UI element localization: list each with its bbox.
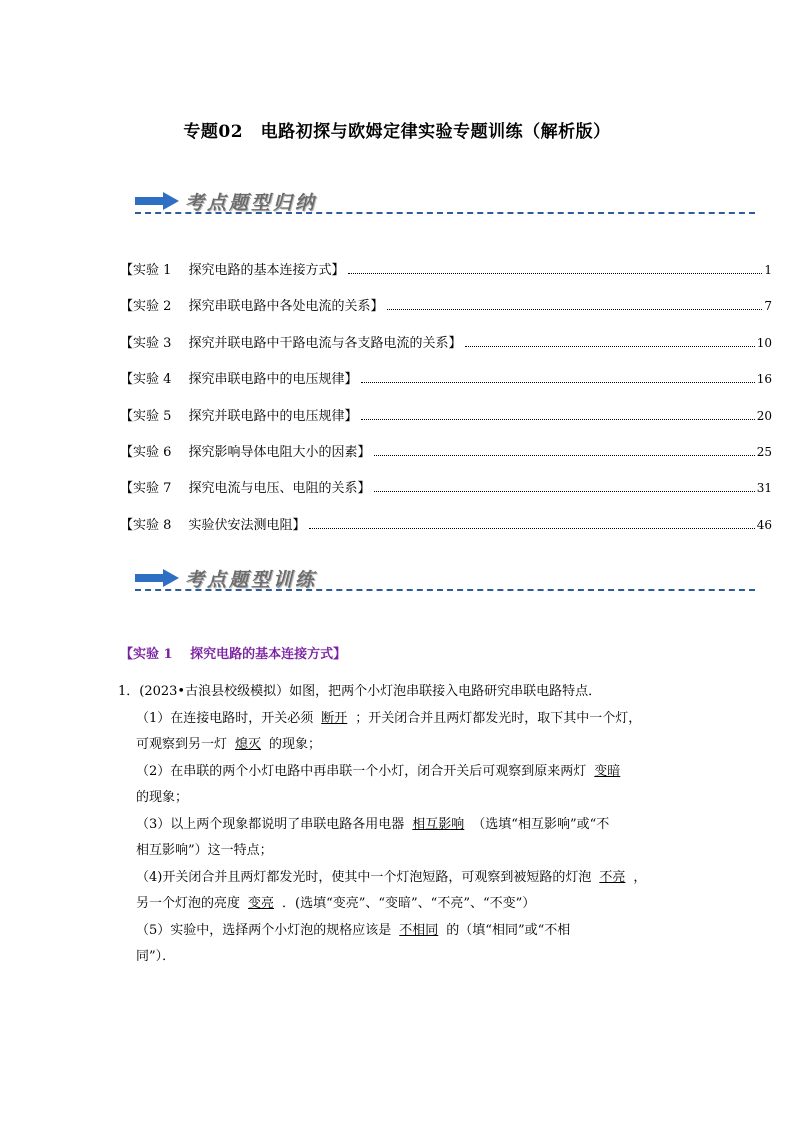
toc-leader	[361, 382, 755, 383]
question-part-3	[118, 812, 678, 839]
answer-blank: 变暗	[594, 763, 621, 779]
toc-entry[interactable]	[120, 514, 772, 550]
question-part-2-cont: 的现象；	[136, 790, 189, 805]
question-text: （选填“相互影响”或“不	[472, 816, 610, 832]
banner-title: 考点题型训练	[185, 569, 318, 591]
section-banner-training	[135, 565, 755, 595]
question-part-4-cont	[118, 891, 678, 918]
toc-label: 【实验 2 探究串联电路中各处电流的关系】	[120, 299, 384, 315]
toc-leader	[387, 309, 763, 310]
toc-entry[interactable]	[120, 332, 772, 368]
toc-label: 【实验 6 探究影响导体电阻大小的因素】	[120, 444, 371, 460]
question-text: （2）在串联的两个小灯电路中再串联一个小灯，闭合开关后可观察到原来两灯	[136, 763, 587, 779]
question-text: （4)开关闭合并且两灯都发光时，使其中一个灯泡短路，可观察到被短路的灯泡	[136, 869, 592, 885]
page-title: 专题02 电路初探与欧姆定律实验专题训练（解析版）	[183, 122, 611, 142]
answer-blank: 熄灭	[235, 737, 262, 752]
toc-entry[interactable]	[120, 441, 772, 477]
question-part-4	[118, 865, 678, 892]
toc-label: 【实验 5 探究并联电路中的电压规律】	[120, 408, 358, 424]
toc-page: 46	[756, 517, 772, 532]
toc-entry[interactable]	[120, 259, 772, 295]
question-text: ；开关闭合并且两灯都发光时，取下其中一个灯，	[355, 710, 642, 726]
toc-leader	[348, 273, 763, 274]
question-part-2	[118, 759, 678, 786]
toc-leader	[465, 346, 755, 347]
question-text: 另一个灯泡的亮度	[136, 896, 241, 911]
toc-entry[interactable]	[120, 295, 772, 331]
question-text: 可观察到另一灯	[136, 737, 228, 752]
banner-title: 考点题型归纳	[185, 192, 318, 214]
toc-page: 7	[764, 299, 772, 314]
toc-entry[interactable]	[120, 368, 772, 404]
toc-label: 【实验 3 探究并联电路中干路电流与各支路电流的关系】	[120, 335, 462, 351]
question-1	[118, 679, 678, 971]
divider	[135, 212, 755, 214]
divider	[135, 589, 755, 591]
toc-label: 【实验 4 探究串联电路中的电压规律】	[120, 372, 358, 388]
answer-blank: 断开	[321, 710, 348, 726]
toc-page: 25	[756, 444, 772, 459]
toc-leader	[374, 491, 755, 492]
question-text: 的现象；	[269, 737, 322, 752]
toc-leader	[309, 528, 755, 529]
question-text: ，	[633, 869, 647, 885]
toc-page: 10	[756, 335, 772, 350]
answer-blank: 不相同	[399, 922, 439, 938]
arrow-right-icon	[135, 569, 179, 587]
toc-entry[interactable]	[120, 477, 772, 513]
question-text: （1）在连接电路时，开关必须	[136, 710, 314, 726]
section-banner-summary	[135, 188, 755, 218]
answer-blank: 变亮	[248, 896, 275, 911]
experiment-heading: 【实验 1 探究电路的基本连接方式】	[120, 647, 347, 662]
toc-leader	[374, 455, 755, 456]
question-text: （5）实验中，选择两个小灯泡的规格应该是	[136, 922, 392, 938]
toc-page: 20	[756, 408, 772, 423]
question-intro: 1．(2023•古浪县校级模拟）如图，把两个小灯泡串联接入电路研究串联电路特点．	[118, 684, 602, 699]
toc-label: 【实验 1 探究电路的基本连接方式】	[120, 263, 345, 278]
toc-page: 1	[764, 263, 772, 277]
toc-page: 16	[756, 372, 772, 387]
answer-blank: 相互影响	[412, 816, 465, 832]
question-text: （3）以上两个现象都说明了串联电路各用电器	[136, 816, 405, 832]
answer-blank: 不亮	[599, 869, 626, 885]
question-part-1-cont	[118, 732, 678, 759]
toc-entry[interactable]	[120, 405, 772, 441]
question-part-1	[118, 706, 678, 733]
question-part-5-cont: 同”）．	[136, 949, 176, 964]
arrow-right-icon	[135, 192, 179, 210]
question-text: ．(选填“变亮”、“变暗”、“不亮”、“不变”）	[282, 896, 536, 911]
question-part-5	[118, 918, 678, 945]
table-of-contents	[120, 259, 772, 550]
toc-label: 【实验 8 实验伏安法测电阻】	[120, 517, 306, 533]
toc-label: 【实验 7 探究电流与电压、电阻的关系】	[120, 481, 371, 497]
question-part-3-cont: 相互影响”）这一特点；	[136, 843, 273, 858]
toc-page: 31	[756, 481, 772, 496]
question-text: 的（填“相同”或“不相	[446, 922, 571, 938]
toc-leader	[361, 419, 755, 420]
